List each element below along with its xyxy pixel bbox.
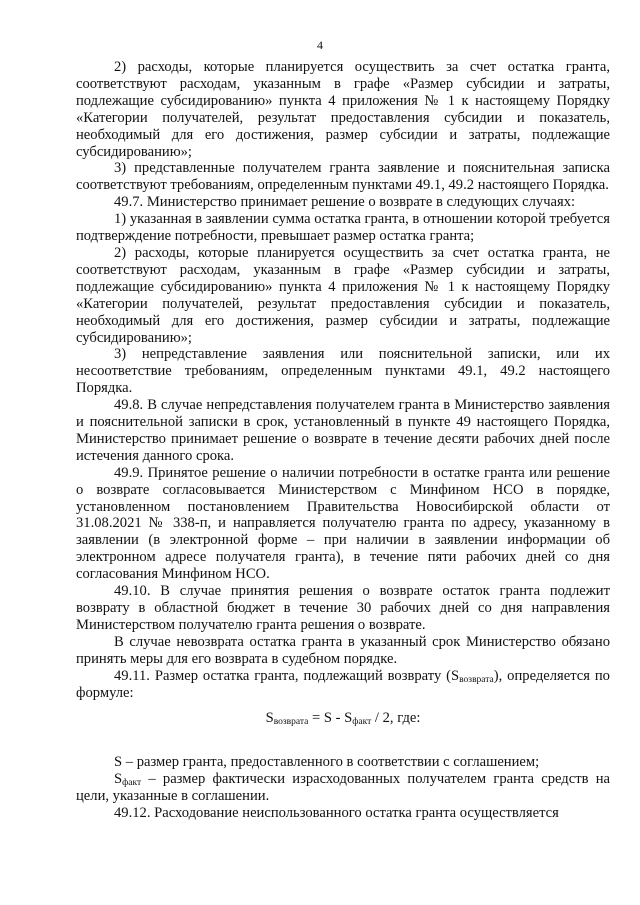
paragraph: 49.10. В случае принятия решения о возврате остаток гранта подлежит возврату в областной бюджет в течение 30 рабочих дней со дня направления Министерством получателю гранта решения о возврате. — [76, 583, 610, 633]
formula-sub-return: возврата — [273, 717, 309, 728]
formula-middle: = S - S — [308, 710, 353, 727]
formula-sub-fact: факт — [352, 717, 372, 728]
definition-sfact-rest: – размер фактически израсходованных получателем гранта средств на цели, указанные в соглашении. — [76, 771, 610, 805]
document-body — [76, 59, 610, 822]
paragraph: 49.9. Принятое решение о наличии потребности в остатке гранта или решение о возврате согласовывается Министерством с Минфином НСО в порядке, установленном постановлением Правительства Новосибирской области от 31.08.2021 № 338-п, и направляется получателю гранта по адресу, указанному в заявлении (в электронной форме – при наличии в заявлении информации об электронном адресе получателя гранта), в течение пяти рабочих дней со дня согласования Минфином НСО. — [76, 464, 610, 583]
formula-tail: / 2, где: — [371, 710, 421, 727]
paragraph: 2) расходы, которые планируется осуществить за счет остатка гранта, не соответствуют расходам, указанным в графе «Размер субсидии и затраты, подлежащие субсидированию» пункта 4 приложения № 1 к настоящему Порядку «Категории получателей, результат предоставления субсидии и показатель, необходимый для его достижения, размер субсидии и затраты, подлежащие субсидированию»; — [76, 244, 610, 346]
paragraph-49-12: 49.12. Расходование неиспользованного остатка гранта осуществляется — [114, 805, 559, 822]
paragraph: 3) непредставление заявления или пояснительной записки, или их несоответствие требованиям, определенным пунктами 49.1, 49.2 настоящего Порядка. — [76, 346, 610, 397]
formula — [76, 710, 610, 727]
paragraph: В случае невозврата остатка гранта в указанный срок Министерство обязано принять меры для его возврата в судебном порядке. — [76, 633, 610, 667]
page-number: 4 — [317, 38, 323, 52]
paragraph: 49.7. Министерство принимает решение о возврате в следующих случаях: — [114, 194, 576, 211]
definition-sfact — [76, 771, 610, 805]
para-text-before: 49.11. Размер остатка гранта, подлежащий возврату (S — [114, 667, 460, 684]
paragraph: 2) расходы, которые планируется осуществить за счет остатка гранта, соответствуют расходам, указанным в графе «Размер субсидии и затраты, подлежащие субсидированию» пункта 4 приложения № 1 к настоящему Порядку «Категории получателей, результат предоставления субсидии и показатель, необходимый для его достижения, размер субсидии и затраты, подлежащие субсидированию»; — [76, 59, 610, 160]
paragraph: 3) представленные получателем гранта заявление и пояснительная записка соответствуют требованиям, определенным пунктами 49.1, 49.2 настоящего Порядка. — [76, 160, 610, 194]
paragraph: 1) указанная в заявлении сумма остатка гранта, в отношении которой требуется подтверждение потребности, превышает размер остатка гранта; — [76, 211, 610, 245]
definition-s: S – размер гранта, предоставленного в соответствии с соглашением; — [114, 754, 540, 771]
paragraph: 49.8. В случае непредставления получателем гранта в Министерство заявления и пояснительной записки в срок, установленный в пункте 49 настоящего Порядка, Министерство принимает решение о возврате в течение десяти рабочих дней после истечения данного срока. — [76, 397, 610, 464]
para-text-after: ), определяется по формуле: — [76, 667, 610, 701]
definition-sfact-sub: факт — [122, 778, 142, 789]
definition-sfact-s: S — [114, 771, 123, 788]
formula-s: S — [265, 710, 274, 727]
subscript-return: возврата — [459, 674, 494, 685]
paragraph-49-11 — [76, 668, 610, 702]
